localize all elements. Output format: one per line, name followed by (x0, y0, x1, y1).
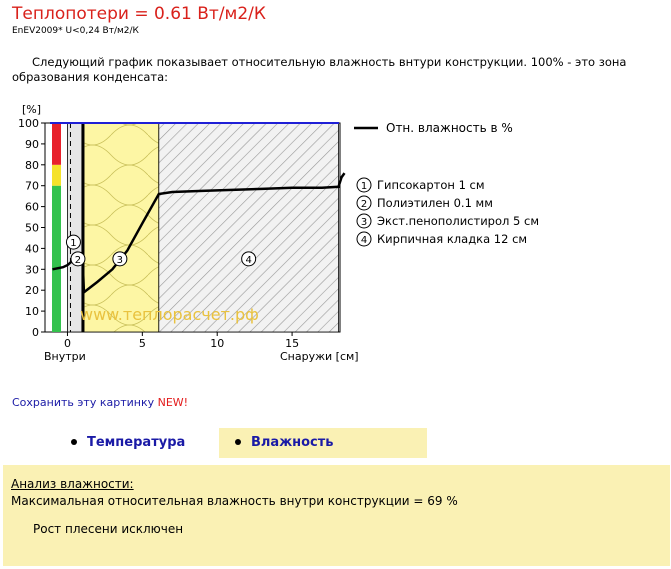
legend-layer-label-3: Экст.пенополистирол 5 см (377, 214, 539, 228)
legend-layer-number-4: 4 (360, 235, 368, 246)
y-tick-label: 0 (32, 326, 39, 339)
max-humidity-text: Максимальная относительная влажность внутри конструкции = 69 % (11, 494, 458, 508)
y-tick-label: 70 (25, 179, 39, 193)
layer-marker-label-1: 1 (70, 238, 77, 250)
layer-marker-label-2: 2 (74, 254, 82, 266)
y-axis-label: [%] (22, 103, 42, 116)
tab-temperature-label: Температура (87, 435, 186, 450)
y-tick-label: 100 (18, 117, 39, 130)
new-badge: NEW! (157, 396, 189, 409)
zone-yellow (52, 165, 61, 186)
legend-layer-label-1: Гипсокартон 1 см (377, 178, 485, 192)
tab-temperature[interactable] (55, 428, 215, 458)
layer-1-band (67, 123, 82, 332)
tab-humidity[interactable] (219, 428, 427, 458)
watermark: www.теплорасчет.рф (80, 305, 259, 324)
mold-status-text: Рост плесени исключен (33, 522, 184, 536)
intro-text: Следующий график показывает относительную влажность внтури конструкции. 100% - это зона образования конденсата: (12, 55, 627, 84)
x-tick-label: 15 (285, 337, 300, 350)
zone-green (52, 186, 61, 332)
y-tick-label: 10 (25, 305, 39, 319)
tab-humidity-label: Влажность (251, 435, 334, 450)
legend-label: Отн. влажность в % (386, 121, 513, 135)
layer-3-band (84, 123, 159, 332)
y-tick-label: 40 (25, 242, 39, 256)
layer-marker-label-4: 4 (245, 254, 252, 266)
x-tick-label: 10 (210, 337, 225, 350)
save-image-link[interactable] (12, 396, 188, 409)
x-tick-label: 5 (138, 337, 146, 350)
legend-layer-label-2: Полиэтилен 0.1 мм (377, 196, 493, 210)
y-tick-label: 80 (25, 158, 39, 172)
layer-4-band (159, 123, 339, 332)
analysis-heading: Анализ влажности: (11, 477, 134, 491)
y-tick-label: 30 (25, 263, 39, 277)
view-tabs (55, 428, 427, 458)
save-image-label: Сохранить эту картинку (12, 396, 155, 409)
zone-red (52, 123, 61, 165)
x-tick-label: 0 (63, 337, 71, 350)
y-tick-label: 20 (25, 284, 39, 298)
legend-layer-label-4: Кирпичная кладка 12 см (377, 232, 528, 246)
legend-layer-number-3: 3 (360, 217, 368, 228)
legend-layer-number-2: 2 (360, 199, 368, 210)
layer-marker-label-3: 3 (116, 254, 124, 266)
x-axis-label-inside: Внутри (44, 350, 86, 363)
y-tick-label: 50 (25, 221, 39, 235)
humidity-analysis-panel (3, 465, 670, 566)
x-axis-label-outside: Снаружи [см] (280, 350, 359, 363)
legend-layer-number-1: 1 (360, 181, 368, 192)
bullet-icon (235, 439, 241, 445)
y-tick-label: 60 (25, 200, 39, 214)
page-title: Теплопотери = 0.61 Вт/м2/К (12, 4, 266, 24)
bullet-icon (71, 439, 77, 445)
standard-subtitle: EnEV2009* U<0,24 Вт/м2/К (12, 26, 139, 36)
humidity-chart (0, 95, 600, 380)
y-tick-label: 90 (25, 137, 39, 151)
